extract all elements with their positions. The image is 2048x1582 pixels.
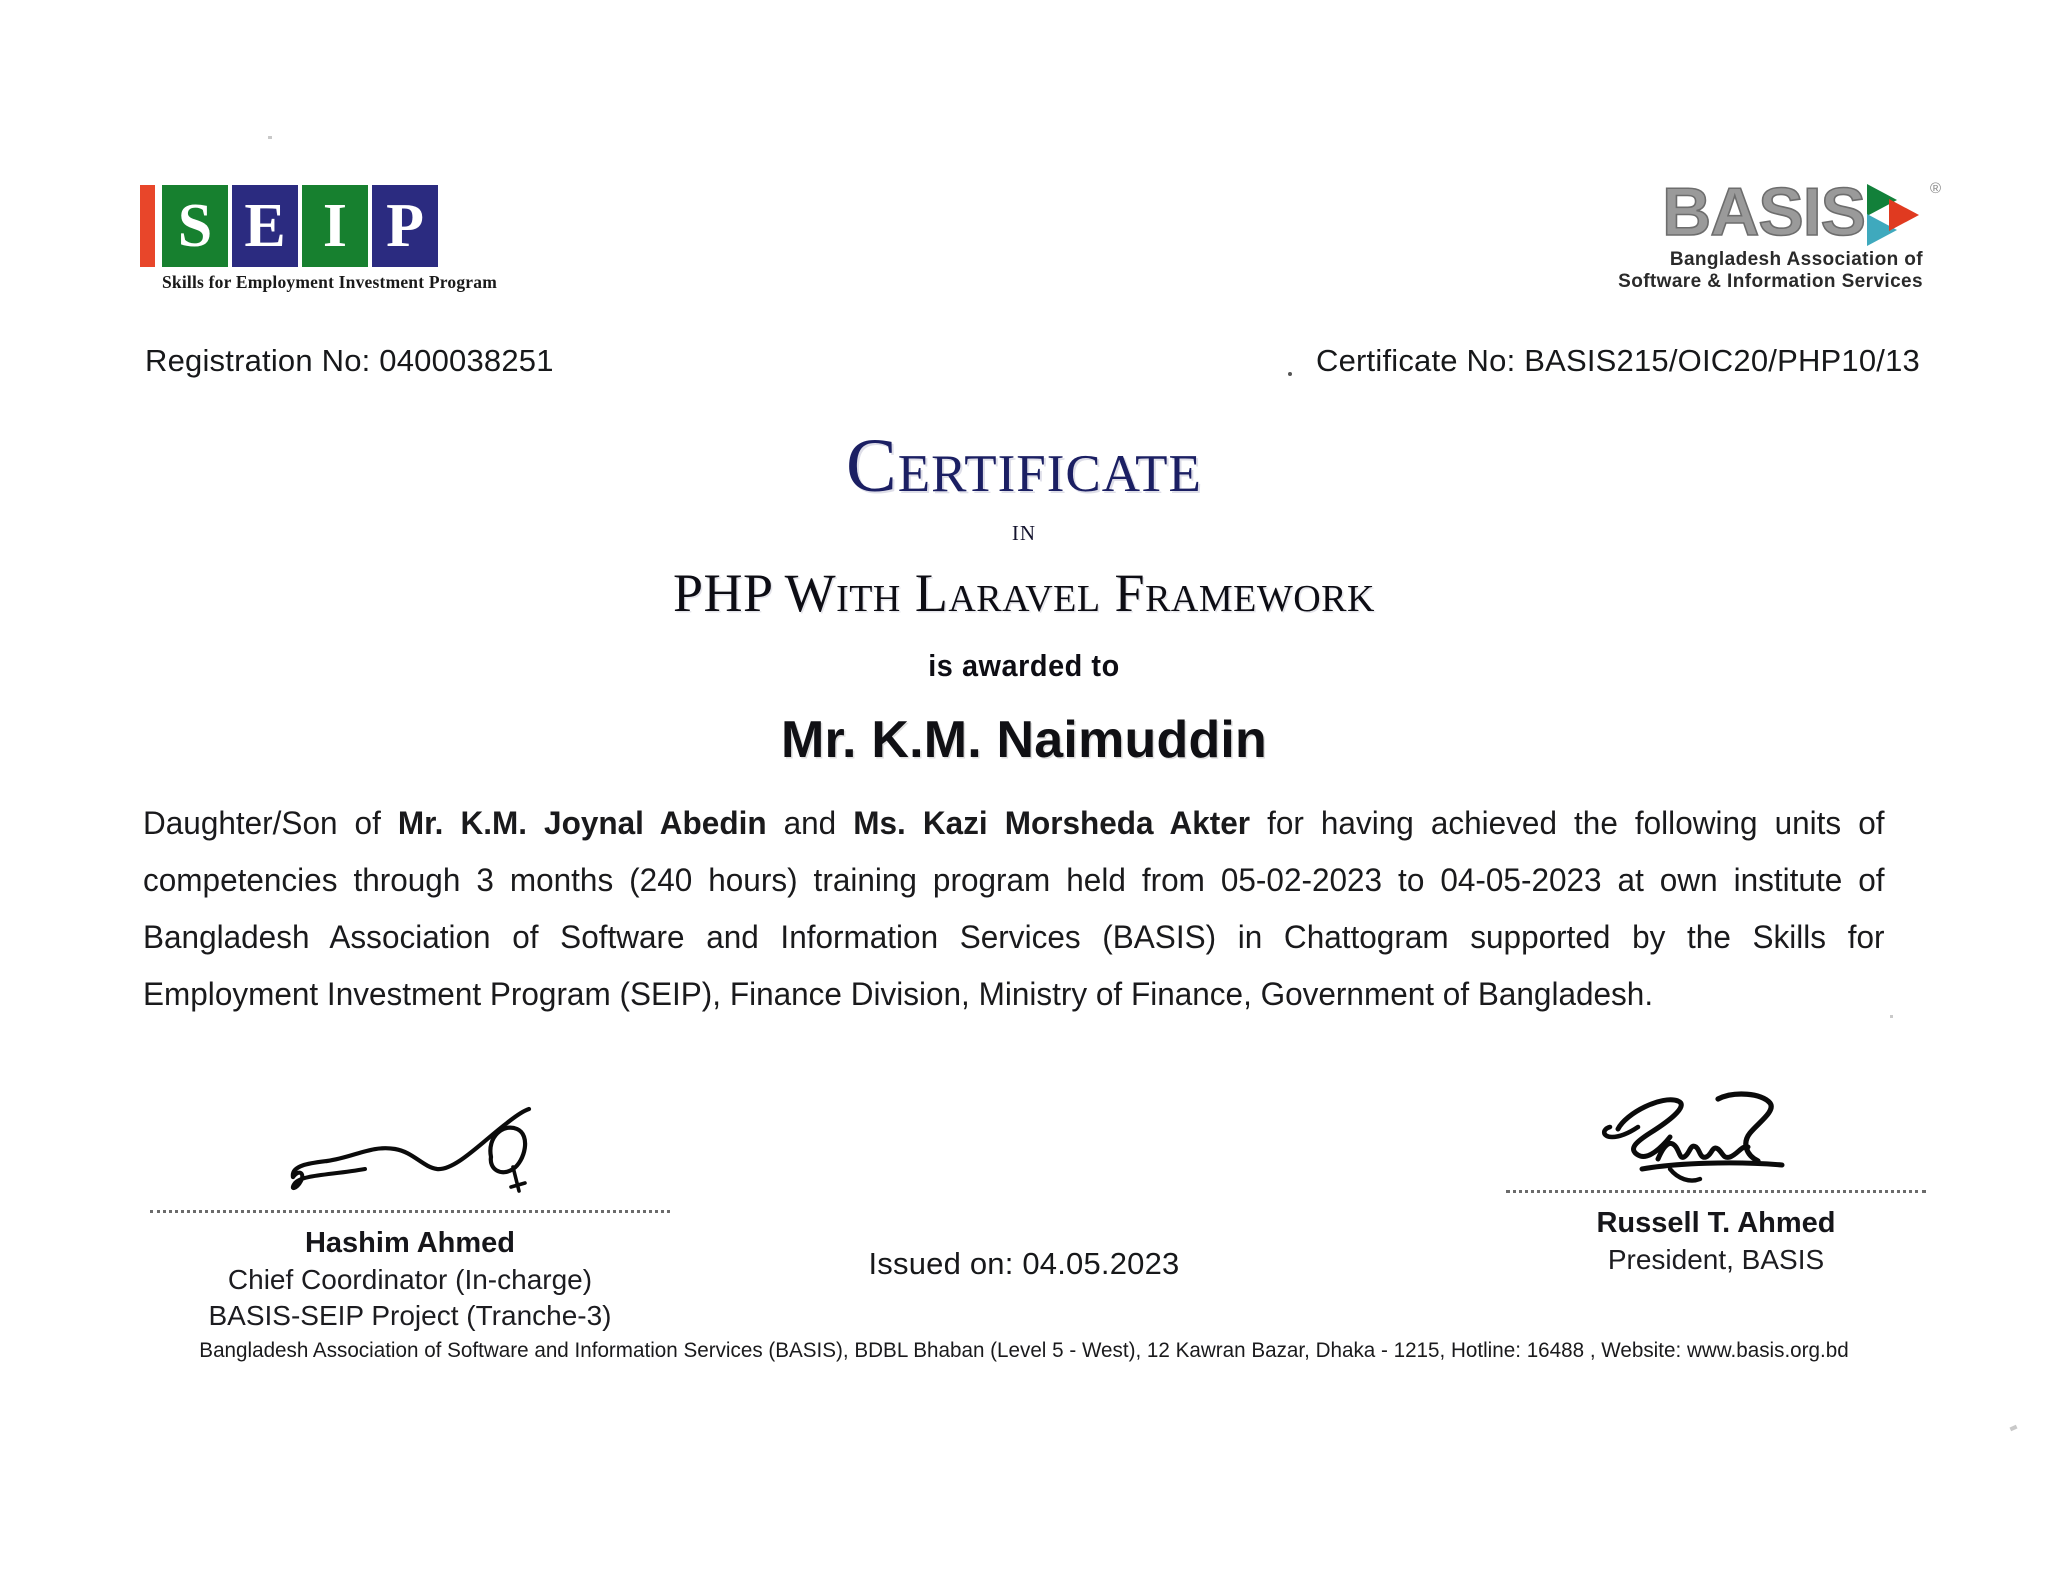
basis-triangle-icon bbox=[1867, 180, 1941, 246]
seip-letter-p: P bbox=[372, 185, 438, 267]
seip-logo-letters bbox=[140, 185, 442, 267]
seip-letter-e: E bbox=[232, 185, 298, 267]
signatory-title-left-2: BASIS-SEIP Project (Tranche-3) bbox=[208, 1299, 612, 1331]
registered-trademark-icon: ® bbox=[1929, 180, 1941, 197]
signature-block-left bbox=[150, 1105, 670, 1334]
signatory-title-right-1: President, BASIS bbox=[1607, 1244, 1825, 1276]
father-name: Mr. K.M. Joynal Abedin bbox=[397, 805, 767, 841]
seip-tagline: Skills for Employment Investment Program bbox=[162, 272, 497, 292]
basis-wordmark-row bbox=[1618, 174, 1941, 250]
basis-triangle-red-icon bbox=[1889, 199, 1919, 231]
body-prefix: Daughter/Son of bbox=[143, 805, 398, 841]
basis-logo bbox=[1618, 174, 1941, 294]
issued-on-date: Issued on: 04.05.2023 bbox=[868, 1246, 1180, 1281]
scan-speck bbox=[1890, 1015, 1893, 1018]
course-title: PHP With Laravel Framework bbox=[673, 563, 1375, 623]
basis-subtitle-line1: Bangladesh Association of bbox=[1669, 249, 1923, 270]
scan-speck bbox=[2009, 1425, 2017, 1432]
signature-line-right bbox=[1506, 1190, 1926, 1193]
body-date-joiner: to bbox=[1382, 862, 1441, 898]
seip-red-bar bbox=[140, 185, 155, 267]
page-title: Certificate bbox=[846, 424, 1202, 508]
seip-letter-i: I bbox=[302, 185, 368, 267]
basis-wordmark: BASIS bbox=[1662, 174, 1865, 250]
signatory-name-right: Russell T. Ahmed bbox=[1596, 1207, 1836, 1239]
mother-name: Ms. Kazi Morsheda Akter bbox=[853, 805, 1251, 841]
basis-subtitle bbox=[1618, 249, 1923, 294]
registration-number: Registration No: 0400038251 bbox=[145, 343, 554, 378]
certificate-number: Certificate No: BASIS215/OIC20/PHP10/13 bbox=[1316, 343, 1920, 378]
body-text-part1: for having achieved the following units of competencies through 3 months (240 hours) training program held from bbox=[143, 805, 1885, 898]
signature-image-hashim-ahmed bbox=[150, 1105, 670, 1210]
seip-logo bbox=[140, 185, 497, 293]
title-block bbox=[0, 424, 2048, 770]
signature-image-russell-t-ahmed bbox=[1506, 1085, 1926, 1190]
recipient-name: Mr. K.M. Naimuddin bbox=[780, 711, 1268, 769]
awarded-to-label: is awarded to bbox=[928, 648, 1120, 683]
signatory-name-left: Hashim Ahmed bbox=[304, 1227, 516, 1259]
training-start-date: 05-02-2023 bbox=[1220, 862, 1383, 898]
title-in-word: in bbox=[1011, 514, 1037, 547]
signatory-title-left-1: Chief Coordinator (In-charge) bbox=[227, 1264, 593, 1296]
signature-line-left bbox=[150, 1210, 670, 1213]
cert-no-speck bbox=[1288, 372, 1292, 376]
body-text-part2: at own institute of Bangladesh Association of Software and Information Services (BASIS) in Chattogram supported by the Skills for Employment Investment Program (SEIP), Finance Division, Ministry of Finance, Government of Bangladesh. bbox=[143, 862, 1885, 1012]
body-conjunction: and bbox=[766, 805, 854, 841]
footer-address: Bangladesh Association of Software and Information Services (BASIS), BDBL Bhaban (Level 5 - West), 12 Kawran Bazar, Dhaka - 1215, Hotline: 16488 , Website: www.basis.org.bd bbox=[199, 1338, 1849, 1362]
training-end-date: 04-05-2023 bbox=[1440, 862, 1602, 898]
seip-letter-s: S bbox=[162, 185, 228, 267]
certificate-body-text bbox=[143, 795, 1884, 1023]
scan-speck bbox=[268, 136, 272, 139]
basis-subtitle-line2: Software & Information Services bbox=[1618, 271, 1923, 293]
